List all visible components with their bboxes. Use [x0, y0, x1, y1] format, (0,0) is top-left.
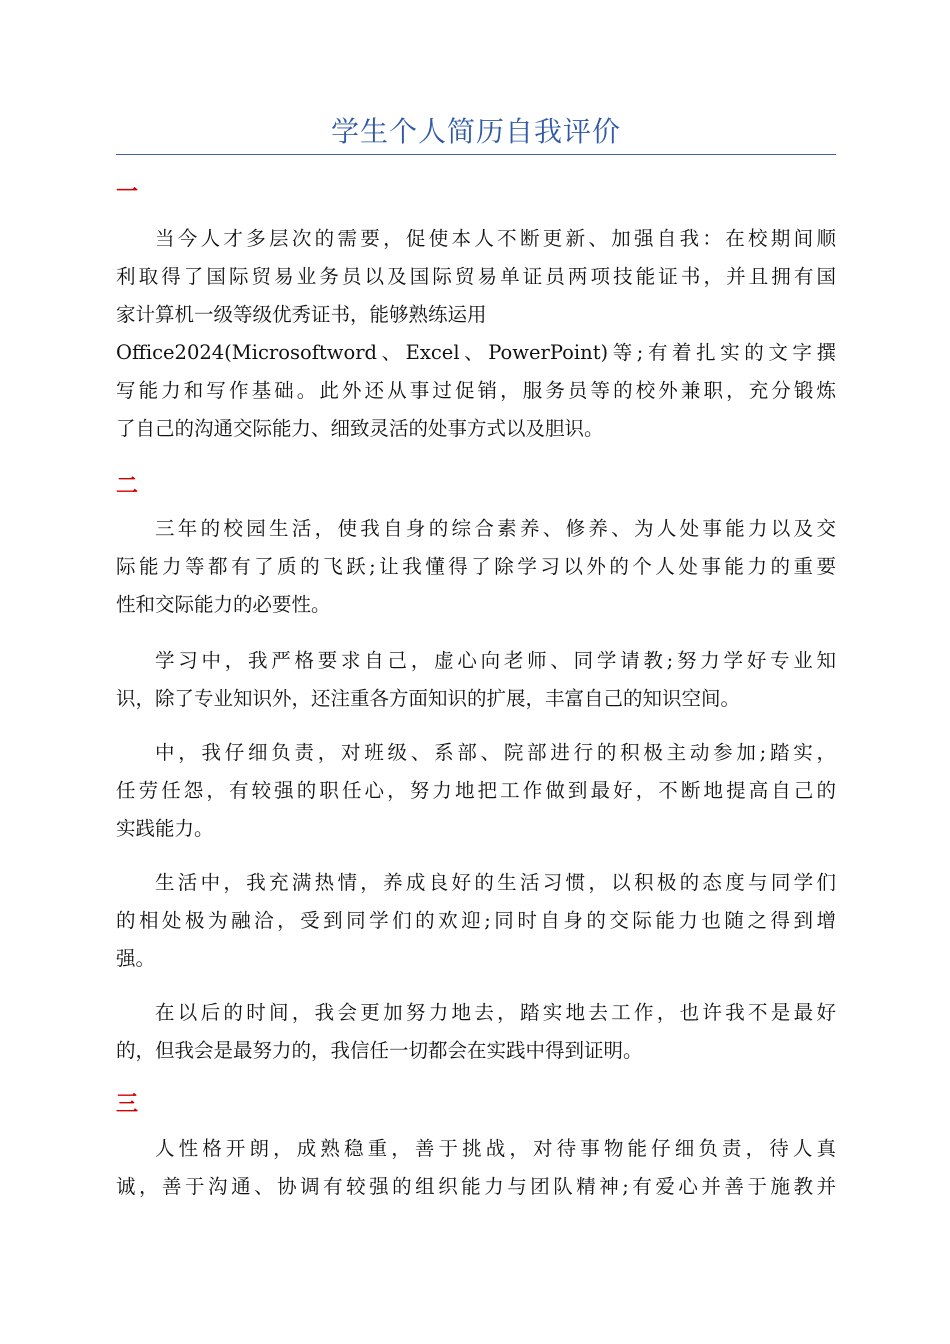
- paragraph-line: 了自己的沟通交际能力、细致灵活的处事方式以及胆识。: [116, 417, 604, 440]
- section-heading-2: 二: [116, 474, 139, 499]
- paragraph-line: 写能力和写作基础。此外还从事过促销，服务员等的校外兼职，充分锻炼: [116, 379, 836, 402]
- section-heading-3: 三: [116, 1092, 139, 1117]
- paragraph-line: 的相处极为融洽，受到同学们的欢迎;同时自身的交际能力也随之得到增: [116, 909, 836, 932]
- paragraph-line: Office2024(Microsoftword、Excel、PowerPoint)等;有着扎实的文字撰: [116, 341, 836, 364]
- paragraph-line: 的，但我会是最努力的，我信任一切都会在实践中得到证明。: [116, 1039, 643, 1062]
- paragraph-line: 当今人才多层次的需要，促使本人不断更新、加强自我：在校期间顺: [155, 227, 836, 250]
- section-heading-1: 一: [116, 180, 139, 205]
- paragraph-line: 识，除了专业知识外，还注重各方面知识的扩展，丰富自己的知识空间。: [116, 687, 741, 710]
- paragraph-line: 际能力等都有了质的飞跃;让我懂得了除学习以外的个人处事能力的重要: [116, 555, 836, 578]
- paragraph-line: 利取得了国际贸易业务员以及国际贸易单证员两项技能证书，并且拥有国: [116, 265, 836, 288]
- paragraph: [116, 864, 836, 978]
- paragraph: [116, 1130, 836, 1206]
- paragraph: [116, 510, 836, 624]
- paragraph-line: 在以后的时间，我会更加努力地去，踏实地去工作，也许我不是最好: [155, 1001, 836, 1024]
- paragraph-line: 中，我仔细负责，对班级、系部、院部进行的积极主动参加;踏实，: [155, 741, 836, 764]
- paragraph: [116, 220, 836, 448]
- paragraph-line: 强。: [116, 947, 156, 970]
- paragraph-line: 生活中，我充满热情，养成良好的生活习惯，以积极的态度与同学们: [155, 871, 836, 894]
- paragraph: [116, 994, 836, 1070]
- paragraph: [116, 642, 836, 718]
- paragraph-line: 学习中，我严格要求自己，虚心向老师、同学请教;努力学好专业知: [155, 649, 836, 672]
- paragraph-line: 性和交际能力的必要性。: [116, 593, 331, 616]
- paragraph: [116, 734, 836, 848]
- paragraph-line: 三年的校园生活，使我自身的综合素养、修养、为人处事能力以及交: [155, 517, 836, 540]
- paragraph-line: 实践能力。: [116, 817, 214, 840]
- paragraph-line: 任劳任怨，有较强的职任心，努力地把工作做到最好，不断地提高自己的: [116, 779, 836, 802]
- document-title: 学生个人简历自我评价: [330, 115, 621, 148]
- paragraph-line: 家计算机一级等级优秀证书，能够熟练运用: [116, 303, 487, 326]
- title-underline: [116, 154, 836, 155]
- paragraph-line: 人性格开朗，成熟稳重，善于挑战，对待事物能仔细负责，待人真: [155, 1137, 836, 1160]
- document-page: [116, 0, 836, 1344]
- paragraph-line: 诚，善于沟通、协调有较强的组织能力与团队精神;有爱心并善于施教并: [116, 1175, 836, 1198]
